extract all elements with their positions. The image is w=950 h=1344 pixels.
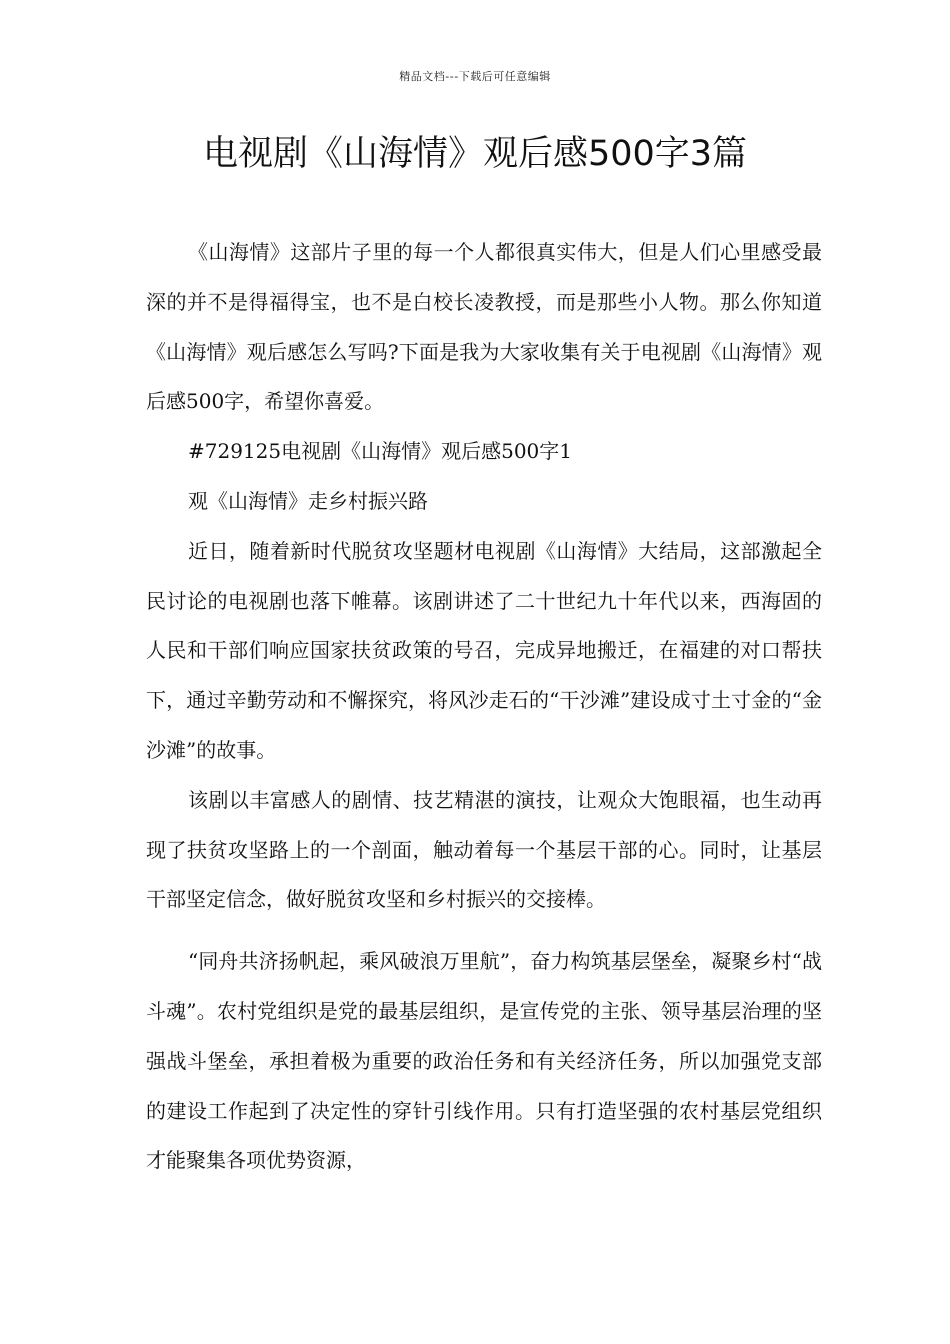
body-paragraph: 该剧以丰富感人的剧情、技艺精湛的演技，让观众大饱眼福，也生动再现了扶贫攻坚路上的一个剖面，触动着每一个基层干部的心。同时，让基层干部坚定信念，做好脱贫攻坚和乡村振兴的交接棒。 xyxy=(146,787,822,912)
intro-paragraph: 《山海情》这部片子里的每一个人都很真实伟大，但是人们心里感受最深的并不是得福得宝，也不是白校长凌教授，而是那些小人物。那么你知道《山海情》观后感怎么写吗?下面是我为大家收集有关于电视剧《山海情》观后感500字，希望你喜爱。 xyxy=(146,240,822,414)
body-paragraph: 近日，随着新时代脱贫攻坚题材电视剧《山海情》大结局，这部激起全民讨论的电视剧也落下帷幕。该剧讲述了二十世纪九十年代以来，西海固的人民和干部们响应国家扶贫政策的号召，完成异地搬迁，在福建的对口帮扶下，通过辛勤劳动和不懈探究，将风沙走石的“干沙滩”建设成寸土寸金的“金沙滩”的故事。 xyxy=(146,538,822,762)
body-paragraph: “同舟共济扬帆起，乘风破浪万里航”，奋力构筑基层堡垒，凝聚乡村“战斗魂”。农村党组织是党的最基层组织，是宣传党的主张、领导基层治理的坚强战斗堡垒，承担着极为重要的政治任务和有关经济任务，所以加强党支部的建设工作起到了决定性的穿针引线作用。只有打造坚强的农村基层党组织才能聚集各项优势资源， xyxy=(146,949,822,1173)
section-heading: #729125电视剧《山海情》观后感500字1 xyxy=(188,439,573,464)
document-title: 电视剧《山海情》观后感500字3篇 xyxy=(202,134,748,174)
document-body xyxy=(146,228,822,1186)
essay-subtitle: 观《山海情》走乡村振兴路 xyxy=(188,488,428,513)
header-note: 精品文档---下载后可任意编辑 xyxy=(399,70,551,83)
